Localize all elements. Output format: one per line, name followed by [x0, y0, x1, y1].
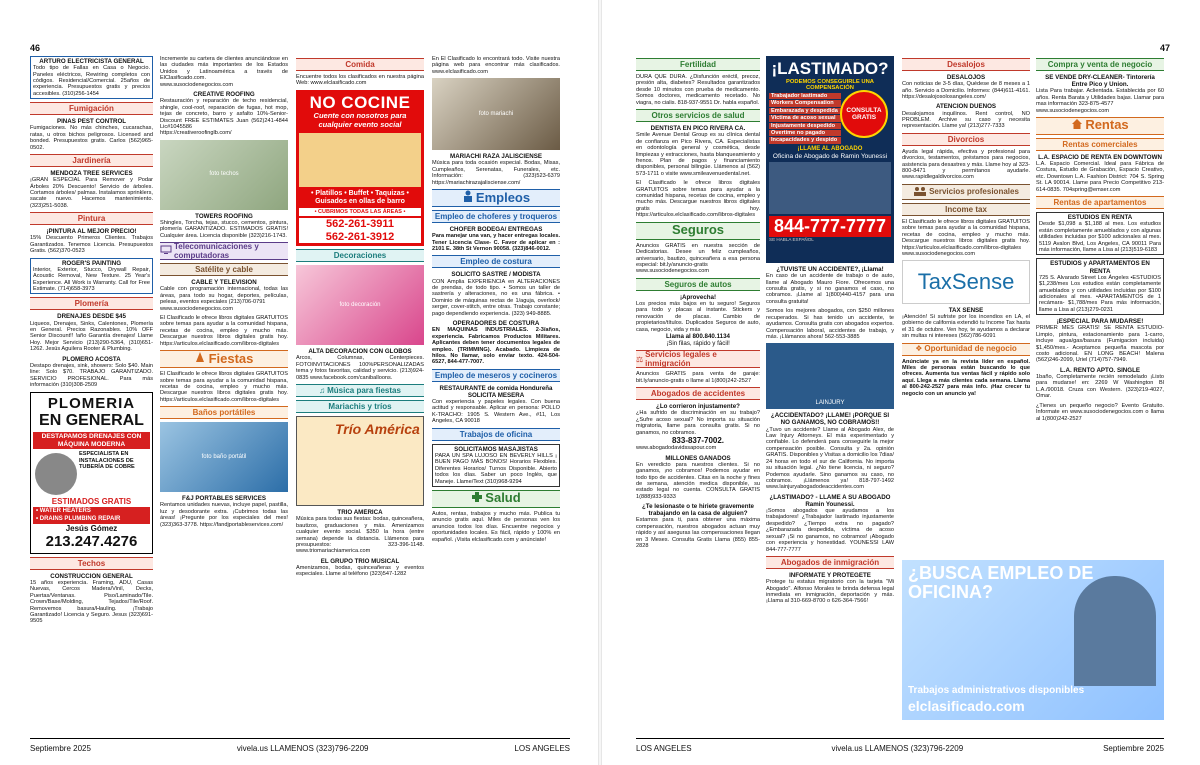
ad-espacio: [1036, 154, 1164, 193]
ad-body: ¡Somos abogados que ayudamos a los trabajadores! ¿Trabajador lastimado injustamente despedido? ¿Tiempo extra no pagado? ¿Embarazada despedida, víctima de acoso sexual? ¡Si no ganamos, no cobramos! ¡Abogado con experiencia y honestidad. YOUNESSI LAW 844-777-7777: [766, 508, 894, 553]
ad-title: SOLICITAMOS MASAJISTAS: [454, 445, 538, 453]
ad-title: TOWERS ROOFING: [195, 212, 253, 220]
footer-rule: [636, 738, 1164, 739]
section-label: Fiestas: [208, 350, 254, 366]
ad-arturo: [30, 56, 153, 99]
ad-body: 15% Descuento Primeros Clientes. Trabajos Garantizados. Tenemos Licencia. Presupuestos Gratis. (562)370-0523: [30, 235, 153, 255]
lainjury-banner: LAINJURY: [766, 343, 894, 409]
ad-anuncios: [636, 243, 760, 275]
ad-title: PIÑAS PEST CONTROL: [56, 118, 127, 126]
ad-body: ¿Tuvo un accidente? Llame al Abogado Alex, de Law Injury Attorneys. El más experimentado y confiable. Lo defenderá para conseguirle la mejor compensación posible. Consulta y 2a. opinión GRATIS. Disponibles y Visitas a domicilio los 7dias/ 24 horas en todo el sur de California. No importa su situación legal. ¿No tiene licencia, ni seguro? Podemos ayudarle. Sino ganamos su caso, no cobramos. ¡Llámenos ya! 818-797-1492 www.lainjuryabogadodeaccidentes.com: [766, 426, 894, 491]
ad-title: EL GRUPO TRÍO MUSICAL: [320, 557, 400, 565]
column-6: [766, 56, 894, 608]
section-label: Oportunidad de negocio: [924, 344, 1017, 354]
ad-lastimado-banner: [766, 56, 894, 263]
ad-contact-name: Jesús Gómez: [65, 524, 118, 534]
ad-creative-roofing: [160, 91, 288, 137]
ad-body: Interior, Exterior, Stucco, Drywall Repair, Acoustic Removal, New Texture. 25 Year's Experience. All Work is Warranty. Call for Free Estimate. (714)658-3973: [33, 266, 150, 293]
section-seguros-autos: Seguros de autos: [636, 278, 760, 291]
ad-especial: [1036, 318, 1164, 364]
ad-title: ALTA DECORACIÓN CON GLOBOS: [308, 348, 412, 356]
ad-body: Estamos para ti, para obtener una máxima compensación, nuestros abogados actuan muy rápido y así aseguras las compensaciones llegan en 3 Meses. Consulta Gratis Llama (855) 855-2828: [636, 517, 760, 550]
ad-oportunidad: [902, 359, 1030, 398]
section-accidentes: Abogados de accidentes: [636, 387, 760, 400]
section-telecom: [160, 242, 288, 260]
ad-services: • Platillos • Buffet • Taquizas • Guisados en ollas de barro: [311, 189, 409, 205]
ad-url: www.susociodenegocios.com: [1036, 107, 1110, 114]
ad-informate: [766, 572, 894, 605]
ad-body: Todo tipo de Fallas en Casa o Negocio. Paneles eléctricos, Rewiring completos con códigos. Residencial/Comercial. 25años de experiencia. Presupuestos gratis y precios accesibles. (310)256-1454: [33, 65, 150, 97]
ad-tuviste: [766, 266, 894, 305]
ad-desalojos: [902, 74, 1030, 100]
ad-title: F&J PORTABLES SERVICES: [181, 495, 266, 503]
ad-alta-decoracion: [296, 348, 424, 381]
page-number-left: 46: [30, 43, 41, 53]
ad-banner: DESTAPAMOS DRENAJES CON MÁQUINA MODERNA: [33, 432, 150, 449]
music-note-icon: ♫: [319, 386, 326, 396]
ad-trio-america: [296, 509, 424, 555]
ad-solicito-sastre: [432, 271, 560, 317]
mariachi-photo: foto mariachi: [432, 78, 560, 150]
ad-call-label: ¡LLAME AL ABOGADO: [797, 145, 863, 152]
ad-headline: PLOMERIA: [47, 394, 136, 412]
ad-title: ¿TUVISTE UN ACCIDENTE?, ¡Llama!: [776, 266, 884, 273]
ad-body: PRIMER MES GRATIS! SE RENTA ESTUDIO-Limpio, pintura, estacionamiento para 1-carro, incluye agua/gas/basura (Fumigacion incluida) $1,450/mes.- Aceptamos pequeña mascota por costo adicional. EN LONG BEACH! Malena (562)246-2099, Uriel (714)757-7949.: [1036, 325, 1164, 364]
ad-title: CHOFER BODEGA/ ENTREGAS: [449, 226, 543, 234]
ad-title: SE VENDE DRY-CLEANER- Tintorería: [1045, 74, 1155, 81]
ad-construccion: [30, 573, 153, 625]
ad-title: CONSTRUCCION GENERAL: [50, 572, 133, 580]
ad-title: ESTUDIOS EN RENTA: [1067, 214, 1133, 222]
ad-body: 725 S. Alvarado Street Los Ángeles •ESTUDIOS $1,238/mes Los estudios están completamente amueblados y con utilidades incluidas por $100 adicionales al mes. •APARTAMENTOS de 1 recámara- $1,788/mes Para más información, llame a Lisa al (213)279-0231: [1039, 274, 1161, 313]
ad-busca-empleo: [902, 560, 1164, 720]
ad-drenajes: [30, 313, 153, 352]
section-empleos: [432, 189, 560, 207]
section-divorcios: Divorcios: [902, 133, 1030, 146]
section-rentas: [1036, 117, 1164, 135]
footer-left: [30, 742, 570, 756]
ad-body: ¿Tienes un pequeño negocio? Evento Gratuito. Informate en www.susociodenegocios.com o llama al 1(800)242-2527: [1036, 402, 1164, 422]
ad-body: DURA QUE DURA. ¿Disfunción eréctil, precoz, presión alta, diabetes? Resultados garantizados desde 10 minutos con prueba de medicamento. Somos doctores, medicamento recetado. No viagra, no cialis. 818-937-9551 Dr. habla español.: [636, 74, 760, 106]
ad-title: RESTAURANTE de comida Hondureña SOLICITA MESERA: [439, 384, 553, 399]
ad-title: L.A. RENTO APTO. SINGLE: [1060, 366, 1140, 374]
ad-headline: NO COCINE: [309, 92, 411, 112]
footer-right: [636, 742, 1164, 756]
ad-subheadline: Trabajos administrativos disponibles: [908, 684, 1085, 696]
medical-cross-icon: [471, 491, 483, 507]
worker-icon: [462, 190, 474, 206]
ad-bullet: Embarazada y despedida: [769, 108, 841, 114]
ad-specialty: ESPECIALISTA EN INSTALACIONES DE TUBERÍA DE COBRE: [79, 451, 135, 471]
footer-contact: vivela.us LLAMENOS (323)796-2209: [831, 744, 964, 754]
ad-title: MARIACHI RAZA JALISCIENSE: [450, 153, 542, 161]
ad-masajistas: [432, 444, 560, 487]
section-decoraciones: Decoraciones: [296, 249, 424, 262]
ad-body: Rentamos unidades nuevas, incluye papel, pastilla, luz y desodorante extra. ¡Cubrimos todas las áreas! ¡Pregunte por los especiales del mes! (323)363-3778. https://fandjportableservices.com/: [160, 502, 288, 528]
ad-title: SOLICITO SASTRE / MODISTA: [451, 271, 541, 279]
ad-title: OPERADORES DE COSTURA: [452, 320, 540, 328]
ad-office: Oficina de Abogado de Ramin Younessi: [772, 152, 888, 160]
ad-body: Liqueos, Drenajes, Sinks, Calentones, Plomería en General. Precios Razonables. 10% OFF Senior Discount!! !año Garantía drenajes! Llame Hoy. Mejor Servicio (213)290-5364, (310)651-1262. Jesús Aguilera Rooter & Plumbing.: [30, 320, 153, 353]
ad-mendoza: [30, 170, 153, 209]
ad-title: INFÓRMATE Y PROTEGETE: [789, 572, 871, 580]
ad-free-books: [160, 315, 288, 347]
ad-body: Autos, rentas, trabajos y mucho más. Publica tu anuncio gratis aquí. Miles de personas ven los anuncios todos los días. Encuentre negocios y oportunidades locales. Es fácil, rápido y 100% en español. ¡Visita elclasificado.com y anúnciate!: [432, 510, 560, 543]
ad-cable: [160, 279, 288, 312]
section-fumigacion: Fumigación: [30, 102, 153, 115]
section-profesionales: [902, 184, 1030, 200]
ad-intro: [160, 56, 288, 88]
section-income-tax: Income tax: [902, 203, 1030, 216]
ad-legal: [636, 371, 760, 384]
consult-badge: CONSULTA GRATIS: [840, 90, 888, 138]
ad-title: ¿LASTIMADO? - LLAME A SU ABOGADO Ramin Younessi.: [769, 493, 891, 508]
decoration-photo: foto decoración: [296, 265, 424, 345]
ad-bullet: Workers Compensation: [769, 100, 841, 106]
ad-body: Ayuda legal rápida, efectiva y profesional para divorcios, testamentos, préstamos para negocios, asistencia para desastres y más. Llame hoy al 323-800-8471 y permítanos ayudarle. www.rapidlegaldivorcios.com: [902, 148, 1030, 181]
ad-millones: [636, 455, 760, 501]
ad-body: Anuncios GRATIS para venta de garaje: bit.ly/anuncio-gratis o llame al 1(800)242-2527: [636, 371, 760, 384]
ad-somos: [766, 308, 894, 340]
ad-subtitle: Entre Pico y Union.: [1071, 81, 1129, 89]
attorney-photo: [769, 162, 891, 214]
ad-estudios-2: [1036, 258, 1164, 315]
people-icon: [913, 186, 927, 198]
portable-toilet-photo: foto baño portátil: [160, 422, 288, 492]
ad-restaurante: [432, 385, 560, 425]
ad-title: ¡ESPECIAL PARA MUDARSE!: [1056, 318, 1144, 326]
ad-tax-sense: [902, 307, 1030, 340]
ad-title: MENDOZA TREE SERVICES: [50, 170, 133, 178]
computer-icon: [160, 245, 172, 257]
footer-city: LOS ANGELES: [636, 744, 692, 754]
person-photo: [1074, 576, 1156, 686]
ad-body: 15 años experiencia. Framing, ADU, Casas Nuevas, Cercos Madera/Vinil, Decks, Puertas/Ventanas. Piso/Laminado/Tile. Crown/Base/Molding, Tejados/Tile/Roof. Removemos basura/Hauling. ¡Trabajo Garantizado! Licencia y Seguro. Jesus (323)691-9505: [30, 579, 153, 625]
ad-body: CON Amplia EXPERIENCIA en ALTERACIONES de prendas, de todo tipo. • Somos un taller de sastrería y alteraciones, no es una fábrica. • Dominio de máquinas rectas de 1/aguja, overlock/ serger, cover-stitch, entre otras. Trabajo constante; pago dependiendo experiencia. (323) 949-8885.: [432, 278, 560, 317]
ad-title: ¿ACCIDENTADO? ¡LLAME! ¡PORQUE SI NO GANAMOS, NO COBRAMOS!!: [770, 412, 890, 427]
ad-body: Los precios más bajos en tu seguro! Seguros para todo y placas al instante. Stickers y renovación de placas. Cambio de propietarios/títulos. Duplicados Seguros de auto, casa, negocio, vida y más: [636, 300, 760, 333]
ad-operadores: [432, 320, 560, 366]
section-oportunidad: [902, 343, 1030, 356]
ad-title: ¿Te lesionaste o te hiriete gravemente trabajando en la casa de alguien?: [642, 503, 754, 518]
ad-lesionaste: [636, 503, 760, 549]
section-inmigracion: Abogados de inmigración: [766, 556, 894, 569]
ad-body: ¡GRAN ESPECIAL Para Remover y Podar Árboles 20% Descuento! Servicio de árboles. Cortamos árboles/ palmas. Instalamos sprinklers, sacate nuevo. Hacemos mantenimiento. (323)251-5038.: [30, 177, 153, 209]
section-label: Rentas: [1085, 117, 1129, 133]
section-satelite: Satélite y cable: [160, 263, 288, 276]
ad-bullet: Incapacidades y despido: [769, 137, 841, 143]
ad-mariachi-raza: [432, 153, 560, 186]
ad-body: EN MAQUINAS INDUSTRIALES. 2-3/años, experiencia. Fabricamos Productos Militares. Aplicantes deben tener documentos legales de empleo. (TRIMMING). Acabado. Limpieza de hilos. No llamar, solo enviar texto. 424-504-6527, 844-477-7007.: [432, 327, 560, 366]
ad-fj-portables: [160, 495, 288, 528]
ad-body: El Clasificado le ofrece libros digitales GRATUITOS sobre temas para ayudar a la comunidad hispana, recetas de cocina, empleo y mucho más. Descargue nuestros libros digitales gratis hoy. https://articulos.elclasificado.com/libros-digitales: [160, 371, 288, 403]
section-label: Servicios legales e inmigración: [645, 350, 717, 369]
section-otros-salud: Otros servicios de salud: [636, 109, 760, 122]
ad-top: [432, 56, 560, 75]
ad-body: Desde $1,098 a $1,188 al mes. Los estudios están completamente amueblados y con algunas utilidades incluidas por $100 adicionales al mes. 5119 Avalon Blvd, Los Angeles, CA 90011 Para más información, llame a Lisa al (213)519-6183: [1039, 221, 1161, 253]
footer-month: Septiembre 2025: [1103, 744, 1164, 754]
ad-chofer: [432, 226, 560, 252]
ad-title: PLOMERO ACOSTA: [62, 355, 121, 363]
ad-title: DENTISTA EN PICO RIVERA CA.: [650, 125, 746, 133]
section-desalojos: Desalojos: [902, 58, 1030, 71]
ad-body: ¿Ha sufrido de discriminación en su trabajo? ¿Sufre acoso sexual? No importa su situación migratoria, llame para consulta gratis. Si no ganamos, no cobramos.: [636, 410, 760, 436]
column-1: [30, 56, 153, 628]
section-mariachis: Mariachis y tríos: [296, 400, 424, 413]
ad-pinas: [30, 118, 153, 151]
ad-bullet: • WATER HEATERS: [33, 507, 150, 516]
right-page: [600, 0, 1200, 765]
page-number-right: 47: [1159, 43, 1170, 53]
party-icon: [195, 351, 207, 367]
column-4: [432, 56, 560, 546]
ad-atencion: [902, 103, 1030, 129]
ad-title: ¿Lo corrieron injustamente?: [656, 403, 740, 411]
ad-title: L.A. ESPACIO DE RENTA EN DOWNTOWN: [1038, 153, 1162, 161]
ad-body: Lista Para trabajar. Aclientada. Establecida por 60 años. Renta Barata y Utilidades bajas. Llamar para mas información 323-875-4577: [1036, 88, 1164, 108]
ad-title: ¡Aprovecha!: [679, 293, 717, 301]
section-salud: [432, 490, 560, 508]
ad-fineprint: SE HABLA ESPAÑOL: [769, 236, 814, 242]
ad-bullet: • DRAINS PLUMBING REPAIR: [33, 515, 150, 524]
ad-comida: [296, 74, 424, 87]
ad-bullet: Overtime no pagado: [769, 130, 841, 136]
ad-body: Amenizamos, bodas, quinceañeras y eventos especiales. Llame al teléfono (323)547-1282: [296, 564, 424, 578]
ad-url: www.susociodenegocios.com: [160, 305, 234, 312]
gear-icon: [35, 453, 77, 495]
ad-title: ARTURO ELECTRICISTA GENERAL: [39, 58, 144, 65]
ad-title: ATENCIÓN DUEÑOS: [935, 103, 997, 111]
column-8: [1036, 56, 1164, 425]
ad-aprovecha: [636, 294, 760, 347]
ad-plomeria-en-general: [30, 392, 153, 554]
ad-grupo-trio: [296, 558, 424, 578]
handshake-icon: ❖: [915, 344, 923, 354]
ad-dura: [636, 74, 760, 106]
ad-title: CREATIVE ROOFING: [193, 91, 255, 99]
ad-title: DRENAJES DESDE $45: [57, 313, 126, 321]
ad-body: Desalojamos inquilinos. Rent control, NO PROBLEM. Archive su caso y necesita representación. Llame ya! (213)277-7333: [902, 110, 1030, 130]
section-banos: Baños portátiles: [160, 406, 288, 419]
column-5: [636, 56, 760, 553]
ad-body: PARA UN SPA LUJOSO EN BEVERLY HILLS ¡ BUEN PAGO MÁS BONOS! Horarios Flexibles. Diferentes Horarios/ Turnos Disponible. Abierto todos los días. Saber un poco Inglés, que Maneje. Llame/Text (310)968-9294: [435, 452, 557, 485]
ad-body: Smile Avenue Dental Group es su clínica dental de confianza en Pico Rivera, CA. Especialistas en odontología general y cosmética, desde limpiezas y extracciones, hasta blanqueamiento y frenos. Plan de pagos y financiamiento disponibles, personal bilingüe. Llámenos al (562) 573-1711 o visite www.smileavenuedental.net.: [636, 132, 760, 177]
section-seguros: Seguros: [636, 222, 760, 240]
section-rentas-apartamentos: Rentas de apartamentos: [1036, 196, 1164, 209]
ad-body: Música para toda ocasión especial. Bodas, Misas, Cumpleaños, Serenatas, Funerales, etc. Información: (323)523-6379 https://mariachirazajalisciense.com/: [432, 160, 560, 186]
ad-title: ESTUDIOS y APARTAMENTOS EN RENTA: [1050, 260, 1150, 275]
ad-body: Cable con programación internacional, todas las áreas, para todo su hogar, deportes, películas, peleas, eventos especiales (213)706-0791: [160, 286, 288, 306]
section-compra-venta: Compra y venta de negocio: [1036, 58, 1164, 71]
ad-se-vende: [1036, 74, 1164, 114]
ad-body: Fumigaciones. No más chinches, cucarachas, ratas, u otros bichos peligrosos. Licensed and bonded. Presupuestos gratis. Carlos (562)965-0502.: [30, 125, 153, 151]
ad-title: TRIO AMÉRICA: [337, 509, 383, 517]
ad-body: Música para todas sus fiestas: bodas, quinceañera, bautizos, graduaciones y más. Amenizamos cualquier evento social. $350 la hora (entre semana) depende la distancia. Llámenos para presupuestos: 323-396-1148. www.triomariachiamerica.com: [296, 516, 424, 555]
ad-body: En caso de un accidente de trabajo o de auto, llame al Abogado Mauro Fiore. Ofrecemos una consulta gratis, y si no ganamos el caso, no cobramos. ¡Llame al 1(800)440-4157 para una consulta gratuita!: [766, 273, 894, 305]
ad-tagline: ¡Sin filas, rápido y fácil!: [666, 340, 730, 348]
ad-title: CABLE Y TELEVISIÓN: [191, 279, 257, 287]
section-choferes: Empleo de choferes y troqueros: [432, 210, 560, 223]
ad-url: https://creativeroofinglb.com/: [160, 130, 232, 137]
section-fiestas: [160, 350, 288, 368]
ad-rento-single: [1036, 367, 1164, 400]
ad-free-books: [636, 180, 760, 219]
ad-body: En El Clasificado lo encontrará todo. Visite nuestra página web para encontrar más clasificados. www.elclasificado.com: [432, 56, 560, 75]
brand-logo: elclasificado.com: [908, 697, 1025, 714]
ad-divorcios: [902, 149, 1030, 181]
ad-body: Destapo drenajes, sink, showers: Solo $40. Main line: Solo $70. TRABAJO GARANTIZADO. SERVICIO PROFESIONAL. Para más información (310)308-2509: [30, 362, 153, 389]
footer-month: Septiembre 2025: [30, 744, 91, 754]
ad-body: En veredicto para nuestros clientes. Si no ganamos, ¡no cobramos! Podemos ayudar en todo tipo de accidentes. Citas en la noche y fines de semana, atención medica disponible, su estado legal no cuenta. CONSULTA GRATIS 1(888)933-9333: [636, 461, 760, 500]
ad-phone: 562-261-3912: [299, 231, 421, 244]
ad-body: Para manejar una van, y hacer entregas locales. Tener Licencia Clase- C. Favor de aplicar en : 2101 E. 38th St Vernon 90058. (323)846-0012.: [432, 233, 560, 253]
ad-free-books-2: [160, 371, 288, 403]
ad-title: ¡PINTURA AL MEJOR PRECIO!: [46, 228, 137, 236]
section-techos: Techos: [30, 557, 153, 570]
food-photo: [299, 133, 421, 187]
ad-estudios: [1036, 212, 1164, 255]
column-2: [160, 56, 288, 531]
ad-body: Arcos, Columnas, Centerpieces. FOTOINVITACIONES 100%PERSONALIZADAS tema y fotos favoritas, calidad y servicio. (213)924-0835 www.facebook.com/caniballoons.: [296, 355, 424, 381]
ad-bullet: Injustamente despedido: [769, 123, 841, 129]
ad-body: El Clasificado le ofrece libros digitales GRATUITOS sobre temas para ayudar a la comunidad hispana, recetas de cocina, empleo y mucho más. Descargue nuestros libros digitales gratis hoy. https://articulos.elclasificado.com/libros-digitales: [902, 218, 1030, 251]
section-label: Telecomunicaciones y computadoras: [174, 241, 259, 261]
ad-body: El Clasificado le ofrece libros digitales GRATUITOS sobre temas para ayudar a la comunidad hispana, recetas de cocina, empleo y mucho más. Descargue nuestros libros digitales gratis hoy. https://articulos.elclasificado.com/libros-digitales: [636, 180, 760, 219]
ad-body: Encuentre todos los clasificados en nuestra página Web: www.elclasificado.com: [296, 74, 424, 87]
column-3: [296, 56, 424, 581]
footer-city: LOS ANGELES: [514, 744, 570, 754]
ad-url: www.susociodenegocios.com: [160, 81, 234, 88]
section-meseros: Empleo de meseros y cocineros: [432, 369, 560, 382]
section-label: Música para fiestas: [327, 386, 401, 396]
section-fertilidad: Fertilidad: [636, 58, 760, 71]
column-7: [902, 56, 1030, 400]
ad-body: Protege tu estatus migratorio con la tarjeta "Mi Abogado". Alfonso Morales te brinda defensa legal inmediata en inmigración, deportación y más. ¡Llama al 310-669-8700 o 626-364-7566!: [766, 579, 894, 605]
ad-headline: EN GENERAL: [39, 411, 144, 429]
taxsense-logo: TaxSense: [902, 260, 1030, 303]
ad-body: Restauración y reparación de techo residencial, shingle, cool-roof, reparación de fugas, hot mop, tejas de concreto, barro y asfalto 10%-Senior-Discount FREE ESTIMATES Juan (562)241-4844 Lic#1045586: [160, 98, 288, 130]
ad-url: www.susociodenegocios.com: [902, 251, 976, 257]
ad-url: www.susociodenegocios.com: [636, 268, 710, 275]
ad-towers: [160, 213, 288, 239]
ad-tagline: Cuente con nosotros para cualquier evento social: [313, 111, 407, 130]
section-comida: Comida: [296, 58, 424, 71]
section-rentas-comerciales: Rentas comerciales: [1036, 138, 1164, 151]
section-label: Empleos: [475, 189, 531, 205]
ad-phone: 213.247.4276: [45, 533, 138, 551]
scales-icon: ⚖: [636, 354, 644, 364]
ad-body: Shingles, Torcha, tejas, stucco, cementos, pintura, plomería GARANTIZADO. ESTIMADOS GRATIS! Cualquier área. Licencia disponible (323)216-1743.: [160, 219, 288, 239]
ad-logo: Trío América: [335, 421, 420, 438]
section-label: Salud: [485, 490, 521, 506]
ad-corrieron: [636, 403, 760, 451]
footer-rule: [30, 738, 570, 739]
section-oficina: Trabajos de oficina: [432, 428, 560, 441]
ad-no-cocine: [296, 90, 424, 246]
ad-coverage: • CUBRIMOS TODAS LAS ÁREAS •: [299, 208, 421, 216]
ad-pintura: [30, 228, 153, 254]
ad-headline: ¡LASTIMADO?: [771, 59, 889, 78]
ad-lastimado-2: [766, 494, 894, 553]
section-legales: [636, 350, 760, 368]
ad-title: TAX SENSE: [948, 306, 984, 314]
ad-body: ¡Atención! Si sufriste por los incendios en LA, el gobierno de california extendió tu Income Tax hasta el 31 de octubre. Ven hoy, te ayudamos a declarar sin multas ni intereses (562)786-6091: [902, 313, 1030, 340]
section-label: Servicios profesionales: [929, 187, 1019, 197]
ad-acosta: [30, 356, 153, 389]
ad-bullet: Trabajador lastimado: [769, 93, 841, 99]
section-jardineria: Jardinería: [30, 154, 153, 167]
ad-roger: [30, 258, 153, 295]
ad-tienes: [1036, 403, 1164, 422]
ad-estimates: ESTIMADOS GRATIS: [51, 497, 132, 507]
ad-body: 1baño, Completamente recién remodelado ¡Listo para mudarse! en: 2269 W Washington Bl L.A./90018. Cruza con Western. (323)219-4027, Omar.: [1036, 373, 1164, 400]
ad-body: Con noticias de 3-5 días, Quédese de 8 meses a 1 año. Servicio a Domicilio. Informes: (844)611-4161. https://desalojosolosangeles.com/: [902, 81, 1030, 100]
section-musica: [296, 384, 424, 397]
ad-dentista: [636, 125, 760, 177]
ad-income: [902, 219, 1030, 258]
footer-contact: vivela.us LLAMENOS (323)796-2209: [236, 744, 369, 754]
section-plomeria: Plomería: [30, 297, 153, 310]
section-pintura: Pintura: [30, 212, 153, 225]
ad-body: Incremente su cartera de clientes anunciándose en las ciudades más importantes de los Estados Unidos y Latinoamérica a través de ElClasificado.com.: [160, 56, 288, 82]
ad-body: L.A. Espacio Comercial. Ideal para Fábrica de Costura, Estudio de Grabación, Espacio Creativo, etc. Downtown L.A. Fashion District: 704 S. Spring St. LA 90014. Llame para Precio Competitivo 213-614-0835. 704spring@emser.com: [1036, 161, 1164, 193]
section-costura: Empleo de costura: [432, 255, 560, 268]
ad-title: DESALOJOS: [946, 74, 986, 81]
ad-phone: 844-777-7777: [769, 216, 891, 237]
ad-body: Anuncios GRATIS en nuestra sección de Dedicatorias. Desee un feliz cumpleaños, aniversario, bautizo, quinceañera a esa persona especial: bit.ly/anuncio-gratis: [636, 242, 760, 268]
ad-salud: [432, 511, 560, 543]
ad-trio-america-banner: [296, 416, 424, 506]
house-icon: [1071, 118, 1083, 134]
ad-body: El Clasificado le ofrece libros digitales GRATUITOS sobre temas para ayudar a la comunidad hispana, recetas de cocina, empleo y mucho más. Descargue nuestros libros digitales gratis hoy. https://articulos.elclasificado.com/libros-digitales: [160, 314, 288, 347]
ad-title: ROGER'S PAINTING: [61, 259, 122, 267]
ad-title: MILLONES GANADOS: [665, 454, 731, 462]
roofing-photo: foto techos: [160, 140, 288, 210]
ad-body: Somos los mejores abogados, con $250 millones recuperados. Si has tenido un accidente, te ayudamos. Consulta gratis con abogados expertos. Compensación laboral, accidentes de trabajo, y más. ¡Llámanos ahora! 562-553-3885: [766, 308, 894, 340]
ad-body: Con experiencia y papeles legales. Con buena actitud y responsable. Aplicar en persona: POLLO K-TRACHO: 1905 S. Western Ave., #11, Los Angeles, CA 90018: [432, 399, 560, 425]
ad-phone: Llama al 800.840.1134: [666, 333, 730, 341]
ad-bullet: Victima de acoso sexual: [769, 115, 841, 121]
ad-phone: 833-837-7002.: [671, 435, 725, 445]
ad-accidentado: [766, 412, 894, 490]
ad-headline: ¿BUSCA EMPLEO DE OFICINA?: [908, 563, 1094, 602]
ad-subheadline: PODEMOS CONSEGUIRLE UNA COMPENSACIÓN: [786, 78, 874, 92]
ad-url: www.abogadodavidssapour.com: [636, 445, 717, 452]
ad-phone: 562-261-3911: [299, 218, 421, 231]
ad-body: Anúnciate ya en la revista líder en español. Miles de personas están buscando lo que ofreces. Aumenta tus ventas fácil y rápido solo aquí. Llega a más clientes cada semana. Llama al 800-242-2527 para más info. ¡Haz crecer tu negocio con un anuncio ya!: [902, 358, 1030, 397]
